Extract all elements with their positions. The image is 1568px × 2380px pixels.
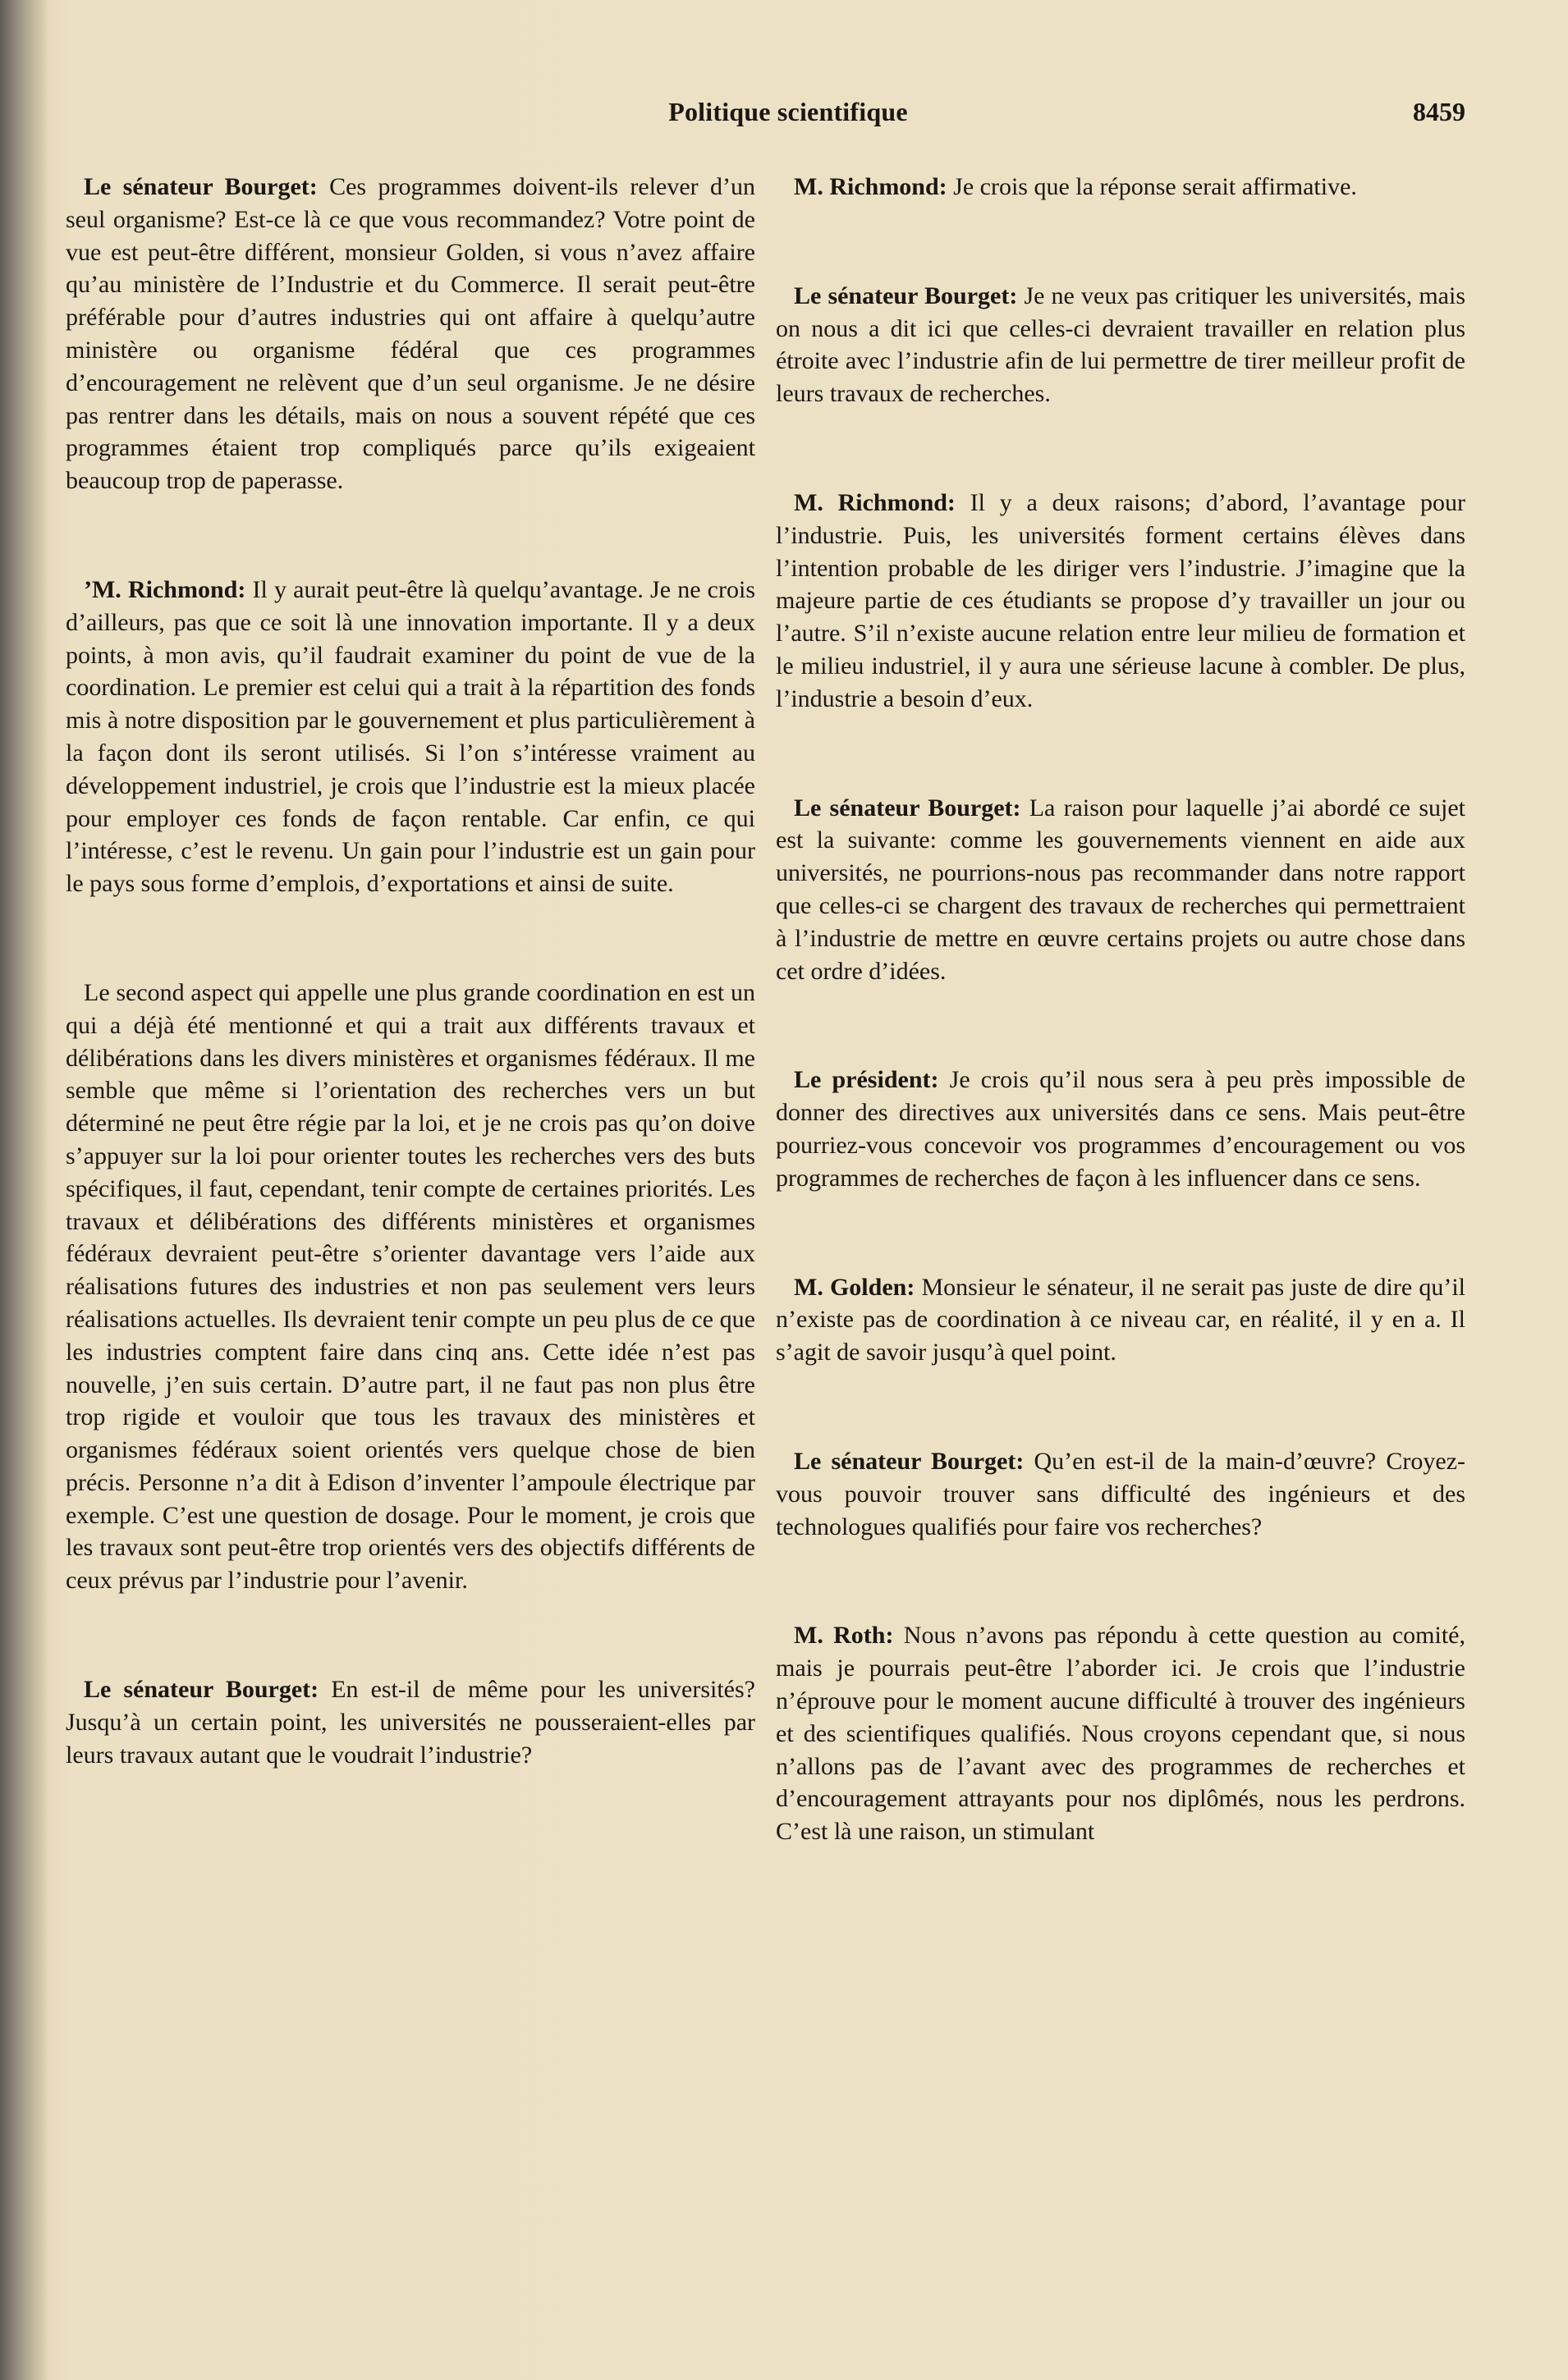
running-title: Politique scientifique [668,97,908,126]
paragraph-text: Je ne veux pas critiquer les universités, mais on nous a dit ici que celles-ci devraient travailler en relation plus étroite avec l’industrie afin de lui permettre de tirer meilleur profit de leurs travaux de recherches. [776,281,1465,408]
speaker-name: Le sénateur Bourget: [84,173,318,200]
speaker-name: Le sénateur Bourget: [794,794,1021,822]
paragraph-text: Nous n’avons pas répondu à cette question au comité, mais je pourrais peut-être l’aborder ici. Je crois que l’industrie n’éprouve pour le moment aucune difficulté à trouver des ingénieurs et des scientifiques qualifiés. Nous croyons cependant que, si nous n’allons pas de l’avant avec des programmes de recherches et d’encouragement attrayants pour nos diplômés, nous les perdrons. C’est là une raison, un stimulant [776,1622,1465,1846]
speaker-name: M. Golden: [794,1273,915,1301]
speaker-name: Le sénateur Bourget: [794,281,1018,309]
paragraph-text: Je crois que la réponse serait affirmative. [947,173,1357,200]
speaker-name: Le sénateur Bourget: [84,1676,319,1704]
page-header [0,97,1568,138]
paragraph-text: La raison pour laquelle j’ai abordé ce sujet est la suivante: comme les gouvernements viennent en aide aux universités, ne pourrions-nous pas recommander dans notre rapport que celles-ci se chargent des travaux de recherches qui permettraient à l’industrie de mettre en œuvre certains projets ou autre chose dans cet ordre d’idées. [776,794,1465,985]
right-column [776,171,1465,1848]
paragraph [66,574,755,900]
speaker-name: M. Richmond: [794,488,956,516]
paragraph [66,171,755,497]
paragraph [66,1673,755,1771]
speaker-name: M. Roth: [794,1622,894,1650]
page-number: 8459 [1413,97,1465,126]
paragraph-text: Il y aurait peut-être là quelqu’avantage. Je ne crois d’ailleurs, pas que ce soit là une innovation importante. Il y a deux points, à mon avis, qu’il faudrait examiner du point de vue de la coordination. Le premier est celui qui a trait à la répartition des fonds mis à notre disposition par le gouvernement et plus particulièrement à la façon dont ils seront utilisés. Si l’on s’intéresse vraiment au développement industriel, je crois que l’industrie est la mieux placée pour employer ces fonds de façon rentable. Car enfin, ce qui l’intéresse, c’est le revenu. Un gain pour l’industrie est un gain pour le pays sous forme d’emplois, d’exportations et ainsi de suite. [66,575,755,898]
paragraph-text: Qu’en est-il de la main-d’œuvre? Croyez-vous pouvoir trouver sans difficulté des ingénieurs et des technologues qualifiés pour faire vos recherches? [776,1447,1465,1540]
speaker-name: M. Richmond: [794,173,947,200]
paragraph [66,977,755,1597]
book-spine-shadow [0,0,48,2380]
paragraph [776,487,1465,716]
speaker-name: Le sénateur Bourget: [794,1447,1025,1475]
paragraph [776,1445,1465,1543]
paragraph [776,171,1465,204]
paragraph-text: Ces programmes doivent-ils relever d’un seul organisme? Est-ce là ce que vous recommandez? Votre point de vue est peut-être différent, monsieur Golden, si vous n’avez affaire qu’au ministère de l’Industrie et du Commerce. Il serait peut-être préférable pour d’autres industries qui ont affaire à quelqu’autre ministère ou organisme fédéral que ces programmes d’encouragement ne relèvent que d’un seul organisme. Je ne désire pas rentrer dans les détails, mais on nous a souvent répété que ces programmes étaient trop compliqués parce qu’ils exigeaient beaucoup trop de paperasse. [66,173,756,495]
paragraph-text: Il y a deux raisons; d’abord, l’avantage pour l’industrie. Puis, les universités forment certains élèves dans l’intention probable de les diriger vers l’industrie. J’imagine que la majeure partie de ces étudiants se propose d’y travailler un jour ou l’autre. S’il n’existe aucune relation entre leur milieu de formation et le milieu industriel, il y aura une sérieuse lacune à combler. De plus, l’industrie a besoin d’eux. [776,488,1465,712]
left-column [66,171,755,1771]
paragraph-text: En est-il de même pour les universités? Jusqu’à un certain point, les universités ne pousseraient-elles par leurs travaux autant que le voudrait l’industrie? [66,1676,755,1769]
speaker-name: Le président: [794,1066,939,1094]
paragraph-text: Monsieur le sénateur, il ne serait pas juste de dire qu’il n’existe pas de coordination à ce niveau car, en réalité, il y en a. Il s’agit de savoir jusqu’à quel point. [776,1273,1465,1366]
paragraph [776,1619,1465,1848]
speaker-name: ’M. Richmond: [84,575,246,603]
paragraph [776,1064,1465,1194]
paragraph [776,792,1465,988]
paragraph-text: Le second aspect qui appelle une plus grande coordination en est un qui a déjà été mentionné et qui a trait aux différents travaux et délibérations dans les divers ministères et organismes fédéraux. Il me semble que même si l’orientation des recherches vers un but déterminé ne peut être régie par la loi, et je ne crois pas qu’on doive s’appuyer sur la loi pour orienter toutes les recherches vers des buts spécifiques, il faut, cependant, tenir compte de certaines priorités. Les travaux et délibérations des différents ministères et organismes fédéraux devraient peut-être s’orienter davantage vers l’aide aux réalisations futures des industries et non pas seulement vers leurs réalisations actuelles. Ils devraient tenir compte un peu plus de ce que les industries comptent faire dans cinq ans. Cette idée n’est pas nouvelle, j’en suis certain. D’autre part, il ne faut pas non plus être trop rigide et vouloir que tous les travaux des ministères et organismes fédéraux soient orientés vers quelque chose de bien précis. Personne n’a dit à Edison d’inventer l’ampoule électrique par exemple. C’est une question de dosage. Pour le moment, je crois que les travaux sont peut-être trop orientés vers des objectifs différents de ceux prévus par l’industrie pour l’avenir. [66,978,755,1595]
paragraph [776,1271,1465,1369]
paragraph-text: Je crois qu’il nous sera à peu près impossible de donner des directives aux universités dans ce sens. Mais peut-être pourriez-vous concevoir vos programmes d’encouragement ou vos programmes de recherches de façon à les influencer dans ce sens. [776,1066,1465,1192]
paragraph [776,280,1465,410]
